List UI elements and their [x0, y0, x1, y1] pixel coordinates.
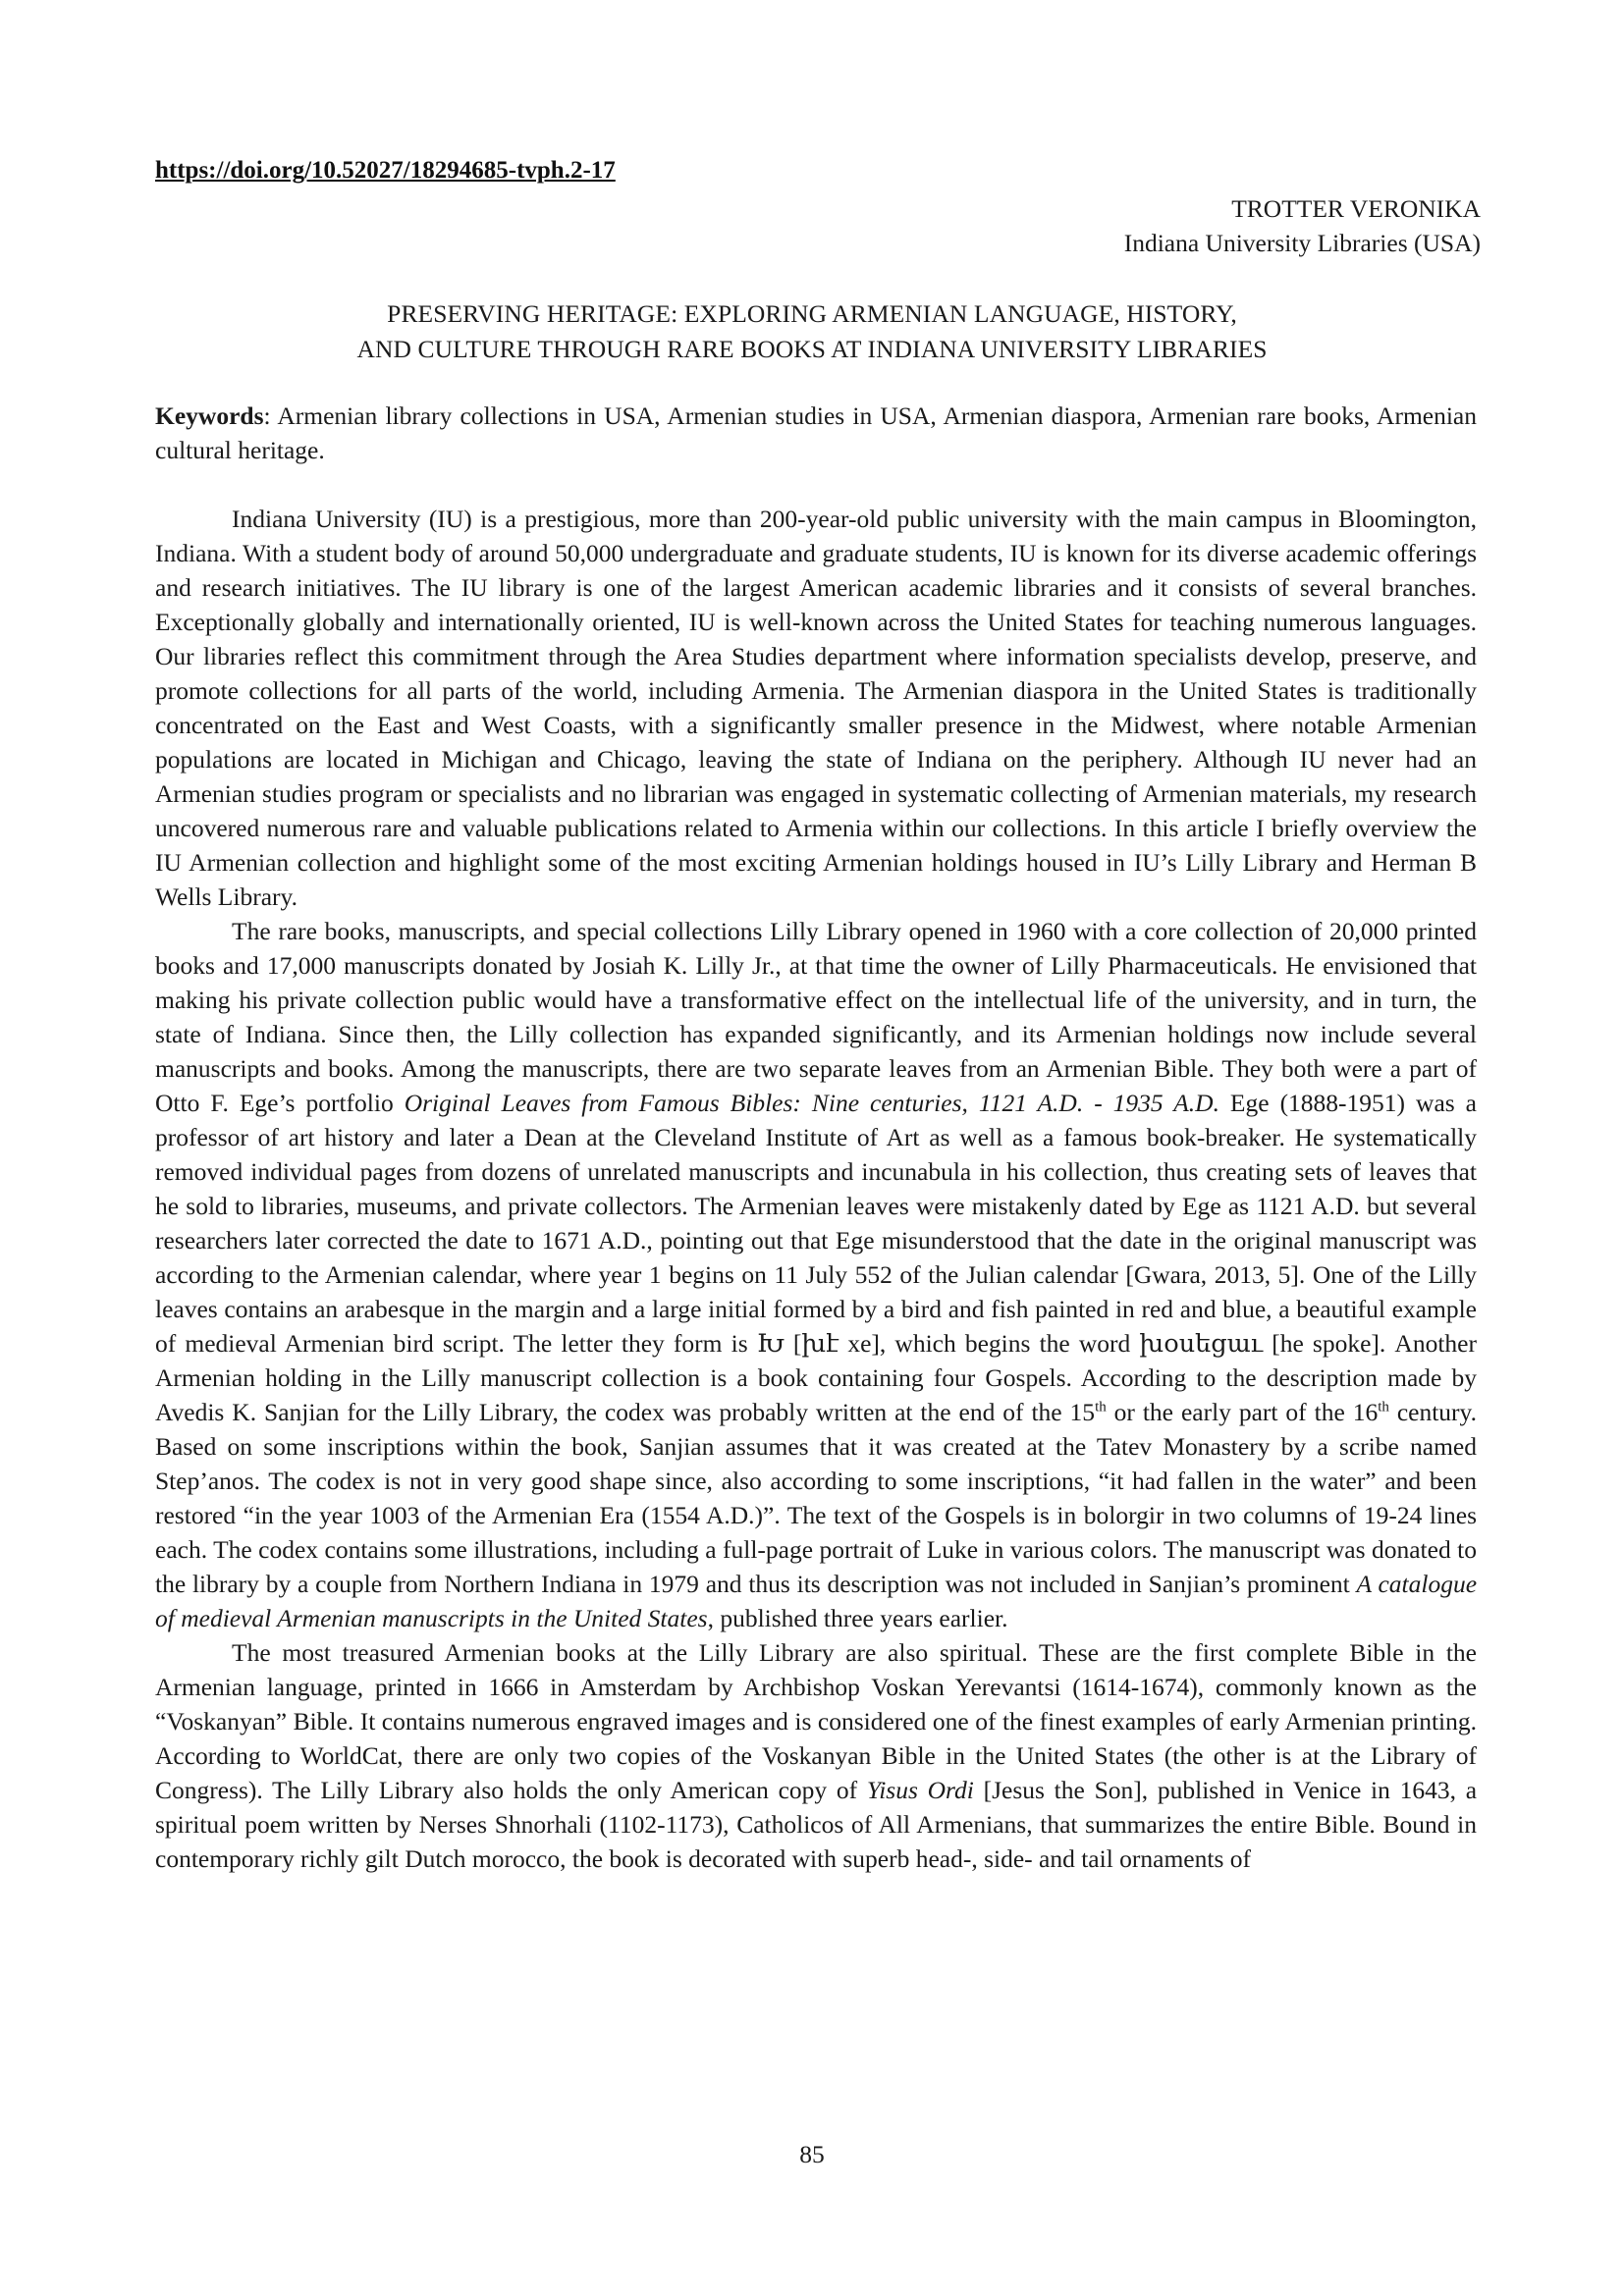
author-name: TROTTER VERONIKA — [1231, 194, 1481, 223]
title-line-2: AND CULTURE THROUGH RARE BOOKS AT INDIANA UNIVERSITY LIBRARIES — [356, 335, 1268, 363]
paragraph-3-text-a: The most treasured Armenian books at the Lilly Library are also spiritual. These are the first complete Bible in the Armenian language, printed in 1666 in Amsterdam by Archbishop Voskan Yerevantsi (1614-1674), commonly known as the “Voskanyan” Bible. It contains numerous engraved images and is considered one of the finest examples of early Armenian printing. According to WorldCat, there are only two copies of the Voskanyan Bible in the United States (the other is at the Library of Congress). The Lilly Library also holds the only American copy of — [155, 1638, 1477, 1804]
paragraph-3-text-b: [Jesus the Son], published in Venice in 1643, a spiritual poem written by Nerses Shnorhali (1102-1173), Catholicos of All Armenians, that summarizes the entire Bible. Bound in contemporary richly gilt Dutch morocco, the book is decorated with superb head-, side- and tail ornaments of — [155, 1776, 1478, 1873]
yisus-ordi-italic: Yisus Ordi — [866, 1776, 974, 1804]
paragraph-2-text-c: or the early part of the 16 — [1106, 1398, 1379, 1426]
paragraph-2-text-a: The rare books, manuscripts, and special collections Lilly Library opened in 1960 with a core collection of 20,000 printed books and 17,000 manuscripts donated by Josiah K. Lilly Jr., at that time the owner of Lilly Pharmaceuticals. He envisioned that making his private collection public would have a transformative effect on the intellectual life of the university, and in turn, the state of Indiana. Since then, the Lilly collection has expanded significantly, and its Armenian holdings now include several manuscripts and books. Among the manuscripts, there are two separate leaves from an Armenian Bible. They both were a part of Otto F. Ege’s portfolio — [155, 917, 1477, 1117]
portfolio-title-italic: Original Leaves from Famous Bibles: Nine centuries, 1121 A.D. - 1935 A.D. — [404, 1089, 1219, 1117]
catalogue-title-italic: A catalogue of medieval Armenian manuscripts in the United States — [155, 1570, 1478, 1632]
paragraph-2-text-d: century. Based on some inscriptions within the book, Sanjian assumes that it was created at the Tatev Monastery by a scribe named Step’anos. The codex is not in very good shape since, also according to some inscriptions, “it had fallen in the water” and been restored “in the year 1003 of the Armenian Era (1554 A.D.)”. The text of the Gospels is in bolorgir in two columns of 19-24 lines each. The codex contains some illustrations, including a full-page portrait of Luke in various colors. The manuscript was donated to the library by a couple from Northern Indiana in 1979 and thus its description was not included in Sanjian’s prominent — [155, 1398, 1477, 1598]
superscript-th-1: th — [1095, 1399, 1107, 1415]
author-block — [1124, 191, 1481, 260]
body-paragraph-3 — [155, 1635, 1477, 1876]
title-line-1: PRESERVING HERITAGE: EXPLORING ARMENIAN LANGUAGE, HISTORY, — [387, 299, 1237, 328]
superscript-th-2: th — [1378, 1399, 1389, 1415]
article-title — [147, 296, 1477, 367]
paragraph-2-text-b: Ege (1888-1951) was a professor of art history and later a Dean at the Cleveland Institute of Art as well as a famous book-breaker. He systematically removed individual pages from dozens of unrelated manuscripts and incunabula in his collection, thus creating sets of leaves that he sold to libraries, museums, and private collectors. The Armenian leaves were mistakenly dated by Ege as 1121 A.D. but several researchers later corrected the date to 1671 A.D., pointing out that Ege misunderstood that the date in the original manuscript was according to the Armenian calendar, where year 1 begins on 11 July 552 of the Julian calendar [Gwara, 2013, 5]. One of the Lilly leaves contains an arabesque in the margin and a large initial formed by a bird and fish painted in red and blue, a beautiful example of medieval Armenian bird script. The letter they form is Խ [խէ xe], which begins the word խօսեցաւ [he spoke]. Another Armenian holding in the Lilly manuscript collection is a book containing four Gospels. According to the description made by Avedis K. Sanjian for the Lilly Library, the codex was probably written at the end of the 15 — [155, 1089, 1477, 1426]
paragraph-2-text-e: , published three years earlier. — [707, 1604, 1008, 1632]
keywords-label: Keywords — [155, 401, 264, 430]
page-number: 85 — [799, 2140, 825, 2168]
body-paragraph-1: Indiana University (IU) is a prestigious, more than 200-year-old public university with the main campus in Bloomington, Indiana. With a student body of around 50,000 undergraduate and graduate students, IU is known for its diverse academic offerings and research initiatives. The IU library is one of the largest American academic libraries and it consists of several branches. Exceptionally globally and internationally oriented, IU is well-known across the United States for teaching numerous languages. Our libraries reflect this commitment through the Area Studies department where information specialists develop, preserve, and promote collections for all parts of the world, including Armenia. The Armenian diaspora in the United States is traditionally concentrated on the East and West Coasts, with a significantly smaller presence in the Midwest, where notable Armenian populations are located in Michigan and Chicago, leaving the state of Indiana on the periphery. Although IU never had an Armenian studies program or specialists and no librarian was engaged in systematic collecting of Armenian materials, my research uncovered numerous rare and valuable publications related to Armenia within our collections. In this article I briefly overview the IU Armenian collection and highlight some of the most exciting Armenian holdings housed in IU’s Lilly Library and Herman B Wells Library. — [155, 505, 1477, 911]
author-affiliation: Indiana University Libraries (USA) — [1123, 229, 1481, 257]
body-paragraph-2 — [155, 914, 1477, 1635]
article-body — [155, 399, 1477, 1876]
doi-link[interactable]: https://doi.org/10.52027/18294685-tvph.2-17 — [155, 157, 616, 184]
keywords-text: : Armenian library collections in USA, Armenian studies in USA, Armenian diaspora, Armenian rare books, Armenian cultural heritage. — [155, 401, 1477, 464]
keywords-paragraph — [155, 399, 1477, 467]
